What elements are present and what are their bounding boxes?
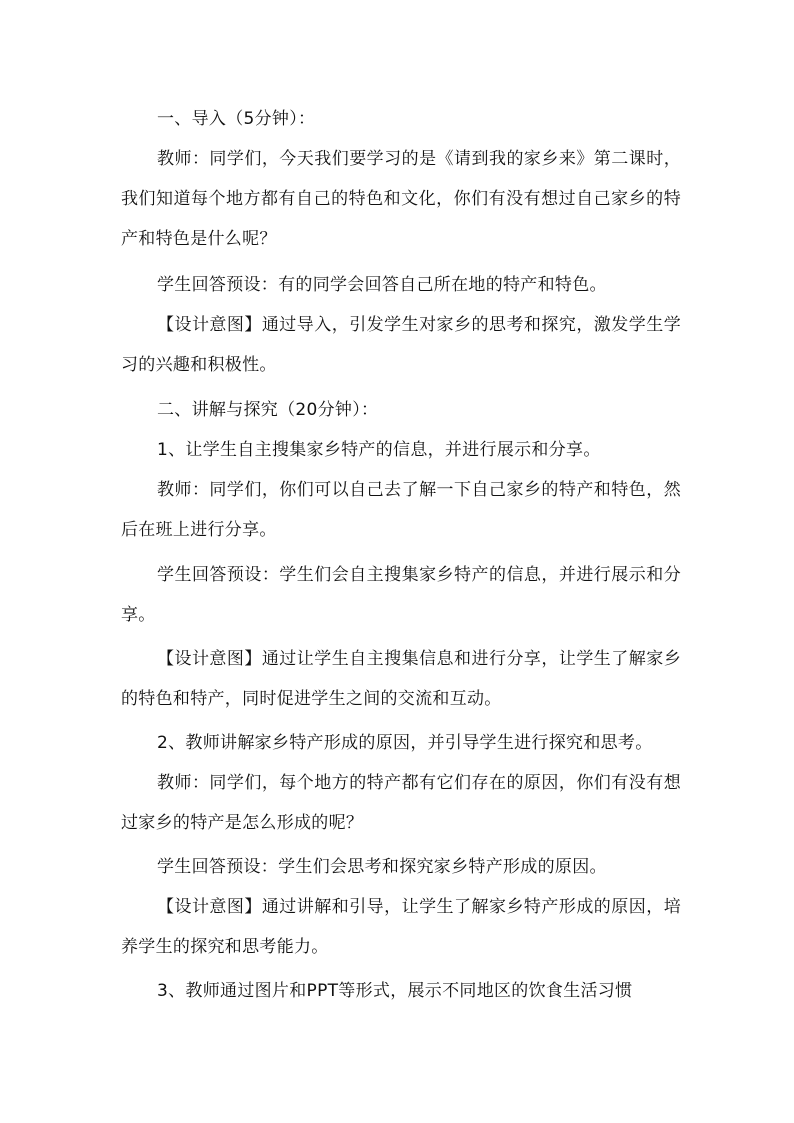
student-answer-paragraph: 学生回答预设：学生们会自主搜集家乡特产的信息，并进行展示和分享。 xyxy=(121,565,681,625)
student-answer-paragraph: 学生回答预设：学生们会思考和探究家乡特产形成的原因。 xyxy=(157,857,607,877)
step-paragraph: 2、教师讲解家乡特产形成的原因，并引导学生进行探究和思考。 xyxy=(157,733,653,753)
design-intent-paragraph: 【设计意图】通过讲解和引导，让学生了解家乡特产形成的原因，培养学生的探究和思考能力。 xyxy=(121,897,681,957)
section-heading-intro: 一、导入（5分钟）： xyxy=(157,109,316,129)
student-answer-paragraph: 学生回答预设：有的同学会回答自己所在地的特产和特色。 xyxy=(157,275,607,295)
step-paragraph: 1、让学生自主搜集家乡特产的信息，并进行展示和分享。 xyxy=(157,440,601,460)
design-intent-paragraph: 【设计意图】通过导入，引发学生对家乡的思考和探究，激发学生学习的兴趣和积极性。 xyxy=(121,315,681,375)
design-intent-paragraph: 【设计意图】通过让学生自主搜集信息和进行分享，让学生了解家乡的特色和特产，同时促进学生之间的交流和互动。 xyxy=(121,649,681,709)
step-paragraph: 3、教师通过图片和PPT等形式，展示不同地区的饮食生活习惯 xyxy=(157,981,633,1001)
section-heading-explain: 二、讲解与探究（20分钟）： xyxy=(157,400,379,420)
teacher-paragraph: 教师：同学们，今天我们要学习的是《请到我的家乡来》第二课时，我们知道每个地方都有自己的特色和文化，你们有没有想过自己家乡的特产和特色是什么呢？ xyxy=(121,149,681,249)
teacher-paragraph: 教师：同学们，你们可以自己去了解一下自己家乡的特产和特色，然后在班上进行分享。 xyxy=(121,480,681,540)
teacher-paragraph: 教师：同学们，每个地方的特产都有它们存在的原因，你们有没有想过家乡的特产是怎么形成的呢？ xyxy=(121,773,681,833)
